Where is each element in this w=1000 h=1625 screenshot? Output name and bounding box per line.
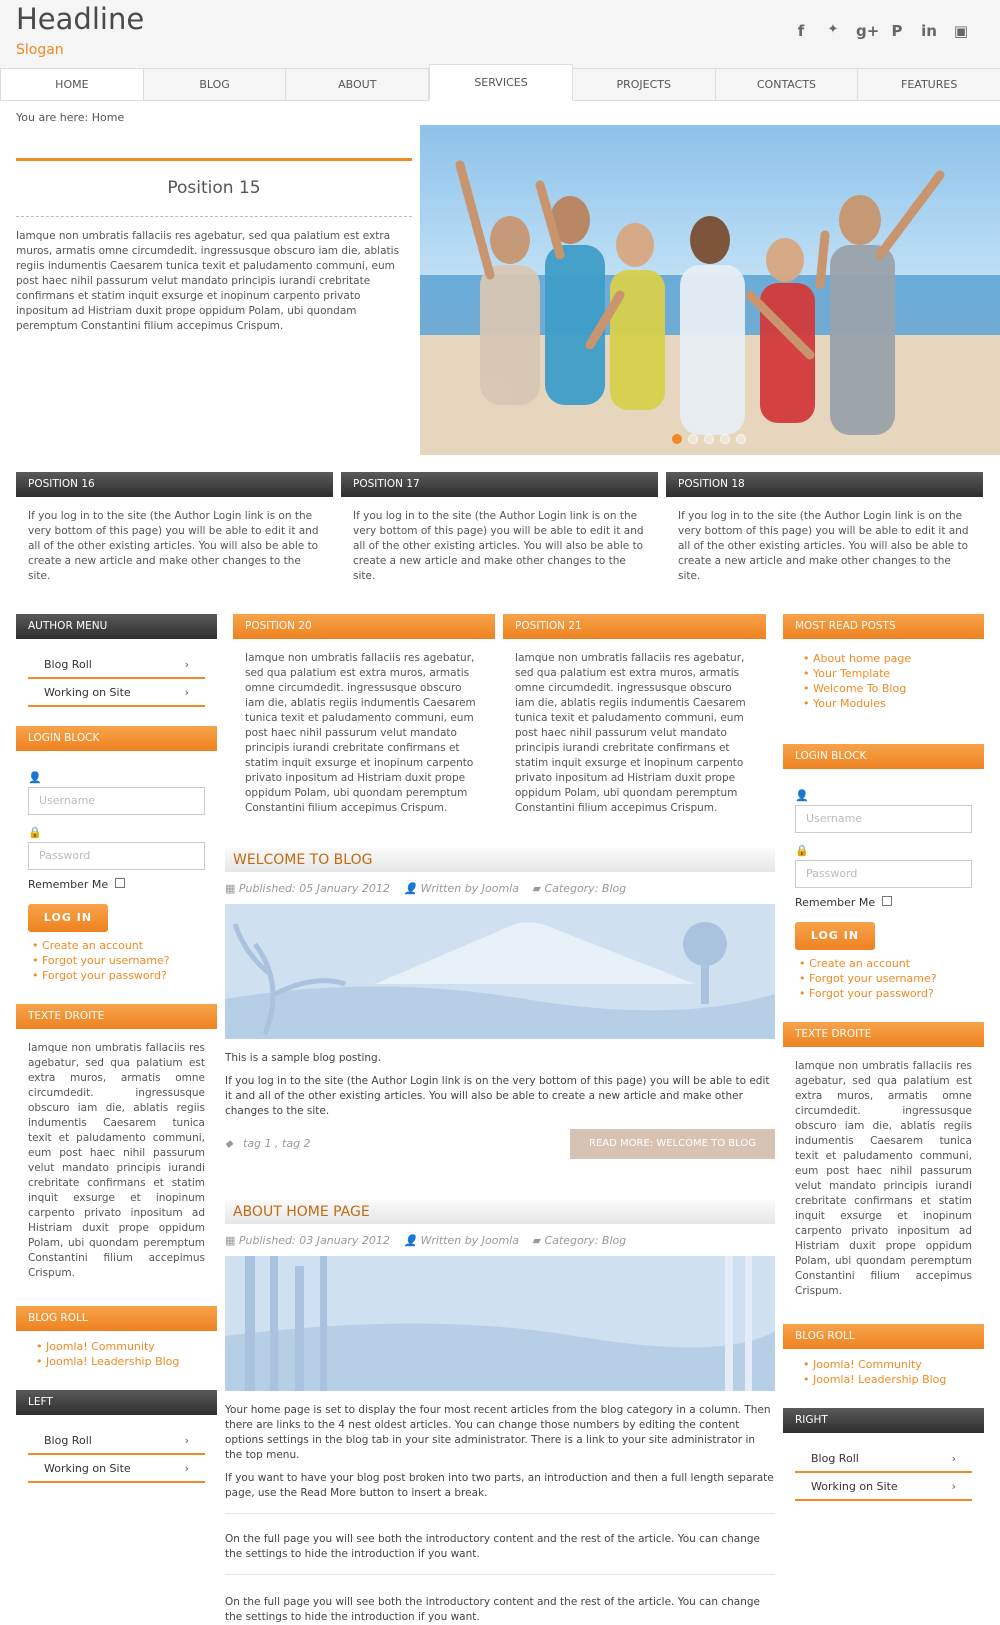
site-slogan: Slogan [16,42,64,58]
slide-dot[interactable] [720,434,730,444]
position15-title: Position 15 [167,178,261,198]
left-menu-title: LEFT [16,1390,217,1415]
chevron-right-icon: › [951,1480,956,1493]
remember-me-label: Remember Me [795,896,876,909]
linkedin-icon[interactable]: in [921,22,937,40]
menu-item-working-on-site[interactable] [28,1455,205,1483]
menu-item-working-on-site[interactable] [28,679,205,707]
hero-slideshow[interactable] [420,125,1000,455]
most-read-title: MOST READ POSTS [783,614,984,639]
position21-module [503,614,766,816]
googleplus-icon[interactable]: g+ [856,22,880,40]
slide-dot[interactable] [688,434,698,444]
menu-item-blog-roll[interactable] [28,1427,205,1455]
right-menu-title: RIGHT [783,1408,984,1433]
post-title[interactable]: WELCOME TO BLOG [225,848,775,872]
password-input[interactable]: Password [28,842,205,870]
user-icon: 👤 [795,789,809,802]
remember-me-label: Remember Me [28,878,109,891]
breadcrumb-current: Home [91,111,125,124]
nav-blog[interactable]: BLOG [144,69,287,100]
lock-icon: 🔒 [28,826,42,839]
post-meta [225,1234,775,1248]
position15-divider [16,216,412,217]
lock-icon: 🔒 [795,844,809,857]
post-body: If you want to have your blog post broken into two parts, an introduction and then a full length separate page, use the Read More button to insert a break. [225,1472,774,1499]
blog-post-welcome [225,848,775,1159]
menu-item-working-on-site[interactable] [795,1473,972,1501]
blog-roll-title: BLOG ROLL [783,1324,984,1349]
nav-services[interactable]: SERVICES [429,64,573,101]
blog-roll-links [783,1349,984,1387]
post-meta [225,882,775,896]
menu-item-label: Blog Roll [44,1434,92,1447]
post-intro: Your home page is set to display the four most recent articles from the blog category in a column. Then there are links to the 4 nest oldest articles. You can change those numbers by editing the content options settings in the blog tab in your site administrator. There is a link to your site administrator in the top menu. [225,1404,771,1461]
blog-roll-title: BLOG ROLL [16,1306,217,1331]
right-column [783,614,984,1501]
position20-text: Iamque non umbratis fallaciis res agebatur, sed qua palatium est extra muros, armatis omne circumdedit. ingressusque obscuro iam die, ablatis regiis indumentis Caesarem tunica texit et paludamento communi, eum post haec nihil passurum velut mandato principis iurandi crebritate confirmans et statim inquit exsurge et inopinum carpento privato inpositum ad Histriam duxit prope oppidum Polam, ubi quondam peremptum Constantini filium accepimus Crispum. [245,652,476,814]
texte-droite-text: Iamque non umbratis fallaciis res agebatur, sed qua palatium est extra muros, armatis omne circumdedit. ingressusque obscuro iam die, ablatis regiis indumentis Caesarem tunica texit et paludamento communi, eum post haec nihil passurum velut mandato principis iurandi crebritate confirmans et statim inquit exsurge et inopinum carpento privato inpositum ad Histriam duxit prope oppidum Polam, ubi quondam peremptum Constantini filium accepimus Crispum. [795,1060,972,1297]
twitter-icon[interactable]: ✦ [827,22,839,37]
remember-me-checkbox[interactable] [115,878,125,888]
post-body-continued: On the full page you will see both the introductory content and the rest of the article. You can change the settings to hide the introduction if you want. [225,1533,761,1560]
joomla-leadership-link[interactable]: • Joomla! Leadership Blog [32,1354,205,1369]
post-published: Published: 03 January 2012 [238,1234,390,1247]
password-input[interactable]: Password [795,860,972,888]
post-tags[interactable]: tag 1 , tag 2 [243,1137,311,1150]
position16-text: If you log in to the site (the Author Login link is on the very bottom of this page) you will be able to edit it and all of the other existing articles. You will also be able to create a new article and make other changes to the site. [28,510,319,582]
remember-me-row [28,878,205,892]
blog-post-about [225,1200,775,1625]
menu-item-label: Blog Roll [44,658,92,671]
facebook-icon[interactable]: f [797,22,805,40]
most-read-links [783,639,984,711]
position16-module [16,472,333,584]
author-menu-title: AUTHOR MENU [16,614,217,639]
position20-title: POSITION 20 [233,614,495,639]
forgot-username-link[interactable]: • Forgot your username? [795,971,972,986]
post-title[interactable]: ABOUT HOME PAGE [225,1200,775,1224]
nav-about[interactable]: ABOUT [286,69,429,100]
position18-text: If you log in to the site (the Author Login link is on the very bottom of this page) you will be able to edit it and all of the other existing articles. You will also be able to create a new article and make other changes to the site. [678,510,969,582]
menu-item-label: Working on Site [811,1480,898,1493]
breadcrumb [16,111,124,124]
chevron-right-icon: › [184,658,189,671]
post-image-mountain [225,904,775,1039]
most-read-link[interactable]: • Your Template [799,666,972,681]
nav-contacts[interactable]: CONTACTS [716,69,859,100]
post-category: Category: Blog [544,1234,627,1247]
user-icon: 👤 [403,882,421,895]
login-block-title: LOGIN BLOCK [16,726,217,751]
user-icon: 👤 [28,771,42,784]
most-read-link[interactable]: • Welcome To Blog [799,681,972,696]
post-category: Category: Blog [544,882,627,895]
login-links [28,938,205,983]
pinterest-icon[interactable]: P [891,22,903,40]
instagram-icon[interactable]: ▣ [953,22,969,40]
social-links [792,22,970,40]
slide-dot[interactable] [704,434,714,444]
remember-me-row [795,896,972,910]
tag-icon: ⬥ [225,1137,233,1150]
blog-roll-links [16,1331,217,1369]
post-footer [225,1129,775,1159]
joomla-community-link[interactable]: • Joomla! Community [799,1357,972,1372]
main-nav [0,68,1000,101]
nav-projects[interactable]: PROJECTS [573,69,716,100]
menu-item-label: Blog Roll [811,1452,859,1465]
calendar-icon: ▦ [225,1234,239,1247]
chevron-right-icon: › [184,1434,189,1447]
site-headline[interactable]: Headline [16,2,145,36]
slide-dot[interactable] [736,434,746,444]
position15-text: Iamque non umbratis fallaciis res agebatur, sed qua palatium est extra muros, armatis omne circumdedit. ingressusque obscuro iam die, ablatis regiis indumentis Caesarem tunica texit et paludamento communi, eum post haec nihil passurum velut mandato principis iurandi crebritate confirmans et statim inquit exsurge et inopinum carpento privato inpositum ad Histriam duxit prope oppidum Polam, ubi quondam peremptum Constantini filium accepimus Crispum. [16,230,400,332]
position20-module [233,614,495,816]
post-image-bamboo [225,1256,775,1391]
chevron-right-icon: › [184,686,189,699]
create-account-link[interactable]: • Create an account [28,938,205,953]
post-published: Published: 05 January 2012 [238,882,390,895]
post-body: If you log in to the site (the Author Login link is on the very bottom of this page) you will be able to edit it and all of the other existing articles. You will also be able to create a new article and make other changes to the site. [225,1075,770,1117]
joomla-community-link[interactable]: • Joomla! Community [32,1339,205,1354]
position15-accent-bar [16,158,412,161]
username-input[interactable]: Username [28,787,205,815]
menu-item-blog-roll[interactable] [28,651,205,679]
slide-dot[interactable] [672,434,682,444]
username-input[interactable]: Username [795,805,972,833]
left-column [16,614,217,1483]
slideshow-pager [672,434,746,444]
position17-text: If you log in to the site (the Author Login link is on the very bottom of this page) you will be able to edit it and all of the other existing articles. You will also be able to create a new article and make other changes to the site. [353,510,644,582]
post-author: Written by Joomla [420,882,519,895]
login-block-title: LOGIN BLOCK [783,744,984,769]
forgot-username-link[interactable]: • Forgot your username? [28,953,205,968]
login-links [795,956,972,1001]
post-body-continued-2: On the full page you will see both the introductory content and the rest of the article. You can change the settings to hide the introduction if you want. [225,1596,761,1623]
position17-module [341,472,658,584]
position21-text: Iamque non umbratis fallaciis res agebatur, sed qua palatium est extra muros, armatis omne circumdedit. ingressusque obscuro iam die, ablatis regiis indumentis Caesarem tunica texit et paludamento communi, eum post haec nihil passurum velut mandato principis iurandi crebritate confirmans et statim inquit exsurge et inopinum carpento privato inpositum ad Histriam duxit prope oppidum Polam, ubi quondam peremptum Constantini filium accepimus Crispum. [515,652,746,814]
login-button[interactable]: LOG IN [795,922,875,950]
most-read-link[interactable]: • About home page [799,651,972,666]
post-intro: This is a sample blog posting. [225,1052,382,1064]
user-icon: 👤 [403,1234,421,1247]
position16-title: POSITION 16 [16,472,333,497]
menu-item-label: Working on Site [44,686,131,699]
forgot-password-link[interactable]: • Forgot your password? [28,968,205,983]
joomla-leadership-link[interactable]: • Joomla! Leadership Blog [799,1372,972,1387]
folder-icon: ▰ [532,1234,545,1247]
folder-icon: ▰ [532,882,545,895]
most-read-link[interactable]: • Your Modules [799,696,972,711]
read-more-button[interactable]: READ MORE: WELCOME TO BLOG [570,1129,775,1159]
chevron-right-icon: › [184,1462,189,1475]
position18-module [666,472,983,584]
nav-home[interactable]: HOME [0,69,144,100]
post-author: Written by Joomla [420,1234,519,1247]
texte-droite-title: TEXTE DROITE [16,1004,217,1029]
menu-item-blog-roll[interactable] [795,1445,972,1473]
position21-title: POSITION 21 [503,614,766,639]
hero-image [420,125,1000,455]
texte-droite-title: TEXTE DROITE [783,1022,984,1047]
remember-me-checkbox[interactable] [882,896,892,906]
breadcrumb-label: You are here: [16,111,89,124]
position18-title: POSITION 18 [666,472,983,497]
texte-droite-text: Iamque non umbratis fallaciis res agebatur, sed qua palatium est extra muros, armatis omne circumdedit. ingressusque obscuro iam die, ablatis regiis indumentis Caesarem tunica texit et paludamento communi, eum post haec nihil passurum velut mandato principis iurandi crebritate confirmans et statim inquit exsurge et inopinum carpento privato inpositum ad Histriam duxit prope oppidum Polam, ubi quondam peremptum Constantini filium accepimus Crispum. [28,1042,205,1279]
create-account-link[interactable]: • Create an account [795,956,972,971]
login-button[interactable]: LOG IN [28,904,108,932]
menu-item-label: Working on Site [44,1462,131,1475]
forgot-password-link[interactable]: • Forgot your password? [795,986,972,1001]
calendar-icon: ▦ [225,882,239,895]
nav-features[interactable]: FEATURES [901,78,958,91]
position17-title: POSITION 17 [341,472,658,497]
chevron-right-icon: › [951,1452,956,1465]
